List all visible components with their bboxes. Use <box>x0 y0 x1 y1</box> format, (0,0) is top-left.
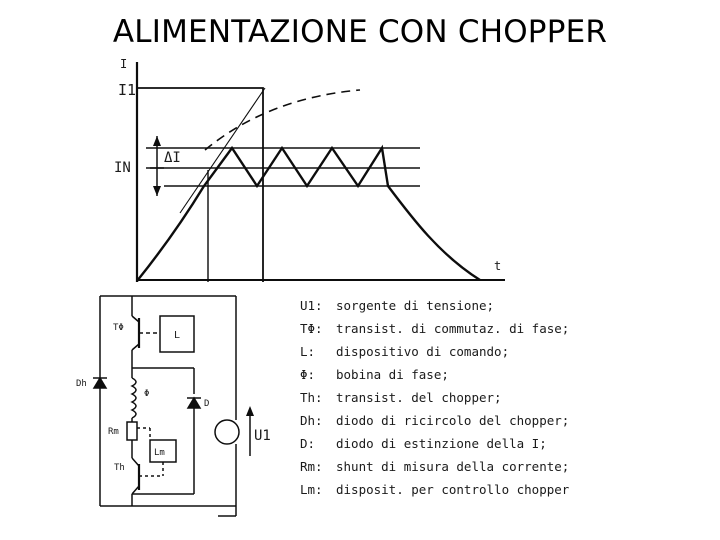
legend-text: diodo di estinzione della I; <box>336 436 547 451</box>
legend-symbol: U1: <box>300 298 323 313</box>
legend-item <box>300 436 547 451</box>
legend-symbol: Th: <box>300 390 323 405</box>
rm-label: Rm <box>108 427 119 437</box>
dashed-exponential <box>205 90 360 150</box>
d-diode-symbol <box>188 398 200 408</box>
delta-i-label: ΔI <box>164 150 181 166</box>
legend-text: diodo di ricircolo del chopper; <box>336 413 570 428</box>
legend-text: disposit. per controllo chopper <box>336 482 570 497</box>
legend-text: transist. del chopper; <box>336 390 502 405</box>
i1-level-line <box>137 88 263 282</box>
legend-item <box>300 482 570 497</box>
legend-text: shunt di misura della corrente; <box>336 459 570 474</box>
legend-item <box>300 298 494 313</box>
legend-symbol: TΦ: <box>300 321 323 336</box>
phi-label: Φ <box>144 389 150 399</box>
legend-symbol: L: <box>300 344 316 359</box>
legend <box>300 298 570 497</box>
legend-symbol: Lm: <box>300 482 323 497</box>
legend-text: bobina di fase; <box>336 367 449 382</box>
legend-item <box>300 390 502 405</box>
rm-shunt <box>127 422 137 440</box>
legend-item <box>300 459 569 474</box>
dh-diode-symbol <box>94 378 106 388</box>
legend-item <box>300 321 569 336</box>
legend-text: dispositivo di comando; <box>336 344 510 359</box>
u1-label: U1 <box>254 428 271 444</box>
y-axis-label: I <box>120 57 128 71</box>
phi-coil <box>132 378 136 418</box>
legend-text: transist. di commutaz. di fase; <box>336 321 570 336</box>
current-graph <box>114 57 505 282</box>
dh-label: Dh <box>76 379 87 389</box>
i1-label: I1 <box>118 81 137 99</box>
l-label: L <box>174 330 181 341</box>
th-label: Th <box>114 463 125 473</box>
ideal-rise-line <box>180 88 265 213</box>
legend-item <box>300 413 569 428</box>
in-label: IN <box>114 160 131 176</box>
circuit-schematic <box>76 296 271 516</box>
legend-item <box>300 344 509 359</box>
lm-label: Lm <box>154 448 165 458</box>
legend-symbol: Dh: <box>300 413 323 428</box>
legend-symbol: Φ: <box>300 367 316 382</box>
slide-title: ALIMENTAZIONE CON CHOPPER <box>112 14 608 50</box>
legend-item <box>300 367 449 382</box>
legend-symbol: D: <box>300 436 316 451</box>
legend-text: sorgente di tensione; <box>336 298 495 313</box>
legend-symbol: Rm: <box>300 459 323 474</box>
u1-voltage-source <box>215 420 239 444</box>
t-phi-label: TΦ <box>113 323 124 333</box>
x-axis-label: t <box>494 259 502 273</box>
d-label: D <box>204 399 210 409</box>
